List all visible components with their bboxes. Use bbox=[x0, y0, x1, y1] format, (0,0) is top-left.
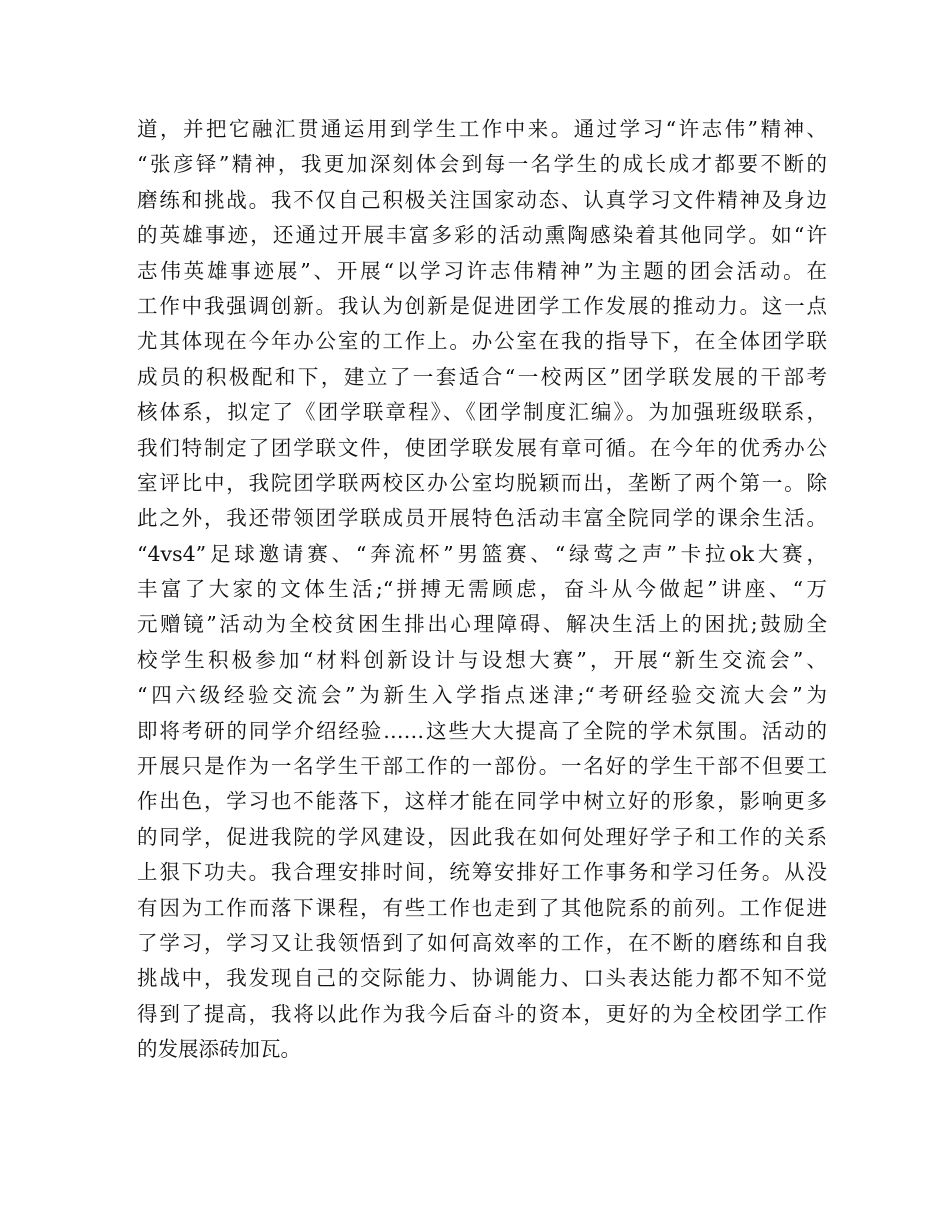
text-line: 即将考研的同学介绍经验……这些大大提高了全院的学术氛围。活动的 bbox=[137, 718, 827, 743]
body-text bbox=[137, 112, 827, 1068]
text-line: 核体系，拟定了《团学联章程》、《团学制度汇编》。为加强班级联系， bbox=[137, 400, 827, 425]
text-line: 磨练和挑战。我不仅自己积极关注国家动态、认真学习文件精神及身边 bbox=[137, 187, 827, 212]
text-line: 的同学，促进我院的学风建设，因此我在如何处理好学子和工作的关系 bbox=[137, 824, 827, 849]
text-line: 开展只是作为一名学生干部工作的一部份。一名好的学生干部不但要工 bbox=[137, 754, 827, 779]
text-line: 上狠下功夫。我合理安排时间，统筹安排好工作事务和学习任务。从没 bbox=[137, 860, 827, 885]
text-line: 的发展添砖加瓦。 bbox=[137, 1037, 301, 1062]
text-line: 工作中我强调创新。我认为创新是促进团学工作发展的推动力。这一点 bbox=[137, 293, 827, 318]
text-line: 志伟英雄事迹展”、开展“以学习许志伟精神”为主题的团会活动。在 bbox=[137, 258, 827, 283]
text-line: 有因为工作而落下课程，有些工作也走到了其他院系的前列。工作促进 bbox=[137, 895, 827, 920]
text-line: 的英雄事迹，还通过开展丰富多彩的活动熏陶感染着其他同学。如“许 bbox=[137, 223, 827, 248]
text-line: 成员的积极配和下，建立了一套适合“一校两区”团学联发展的干部考 bbox=[137, 364, 827, 389]
text-line: 得到了提高，我将以此作为我今后奋斗的资本，更好的为全校团学工作 bbox=[137, 1001, 827, 1026]
text-line: 丰富了大家的文体生活;“拼搏无需顾虑，奋斗从今做起”讲座、“万 bbox=[137, 577, 827, 602]
text-line: 元赠镜”活动为全校贫困生排出心理障碍、解决生活上的困扰;鼓励全 bbox=[137, 612, 827, 637]
text-line: 校学生积极参加“材料创新设计与设想大赛”，开展“新生交流会”、 bbox=[137, 647, 827, 672]
text-line: 此之外，我还带领团学联成员开展特色活动丰富全院同学的课余生活。 bbox=[137, 506, 827, 531]
text-line: 了学习，学习又让我领悟到了如何高效率的工作，在不断的磨练和自我 bbox=[137, 930, 827, 955]
text-line: 我们特制定了团学联文件，使团学联发展有章可循。在今年的优秀办公 bbox=[137, 435, 827, 460]
text-line: “张彦铎”精神，我更加深刻体会到每一名学生的成长成才都要不断的 bbox=[137, 152, 827, 177]
text-line: “四六级经验交流会”为新生入学指点迷津;“考研经验交流大会”为 bbox=[137, 683, 827, 708]
text-line: 室评比中，我院团学联两校区办公室均脱颖而出，垄断了两个第一。除 bbox=[137, 470, 827, 495]
text-line: 挑战中，我发现自己的交际能力、协调能力、口头表达能力都不知不觉 bbox=[137, 966, 827, 991]
text-line: 道，并把它融汇贯通运用到学生工作中来。通过学习“许志伟”精神、 bbox=[137, 117, 827, 141]
text-line: 作出色，学习也不能落下，这样才能在同学中树立好的形象，影响更多 bbox=[137, 789, 827, 814]
text-line: 尤其体现在今年办公室的工作上。办公室在我的指导下，在全体团学联 bbox=[137, 329, 827, 354]
text-line: “4vs4”足球邀请赛、“奔流杯”男篮赛、“绿莺之声”卡拉ok大赛， bbox=[137, 541, 827, 566]
